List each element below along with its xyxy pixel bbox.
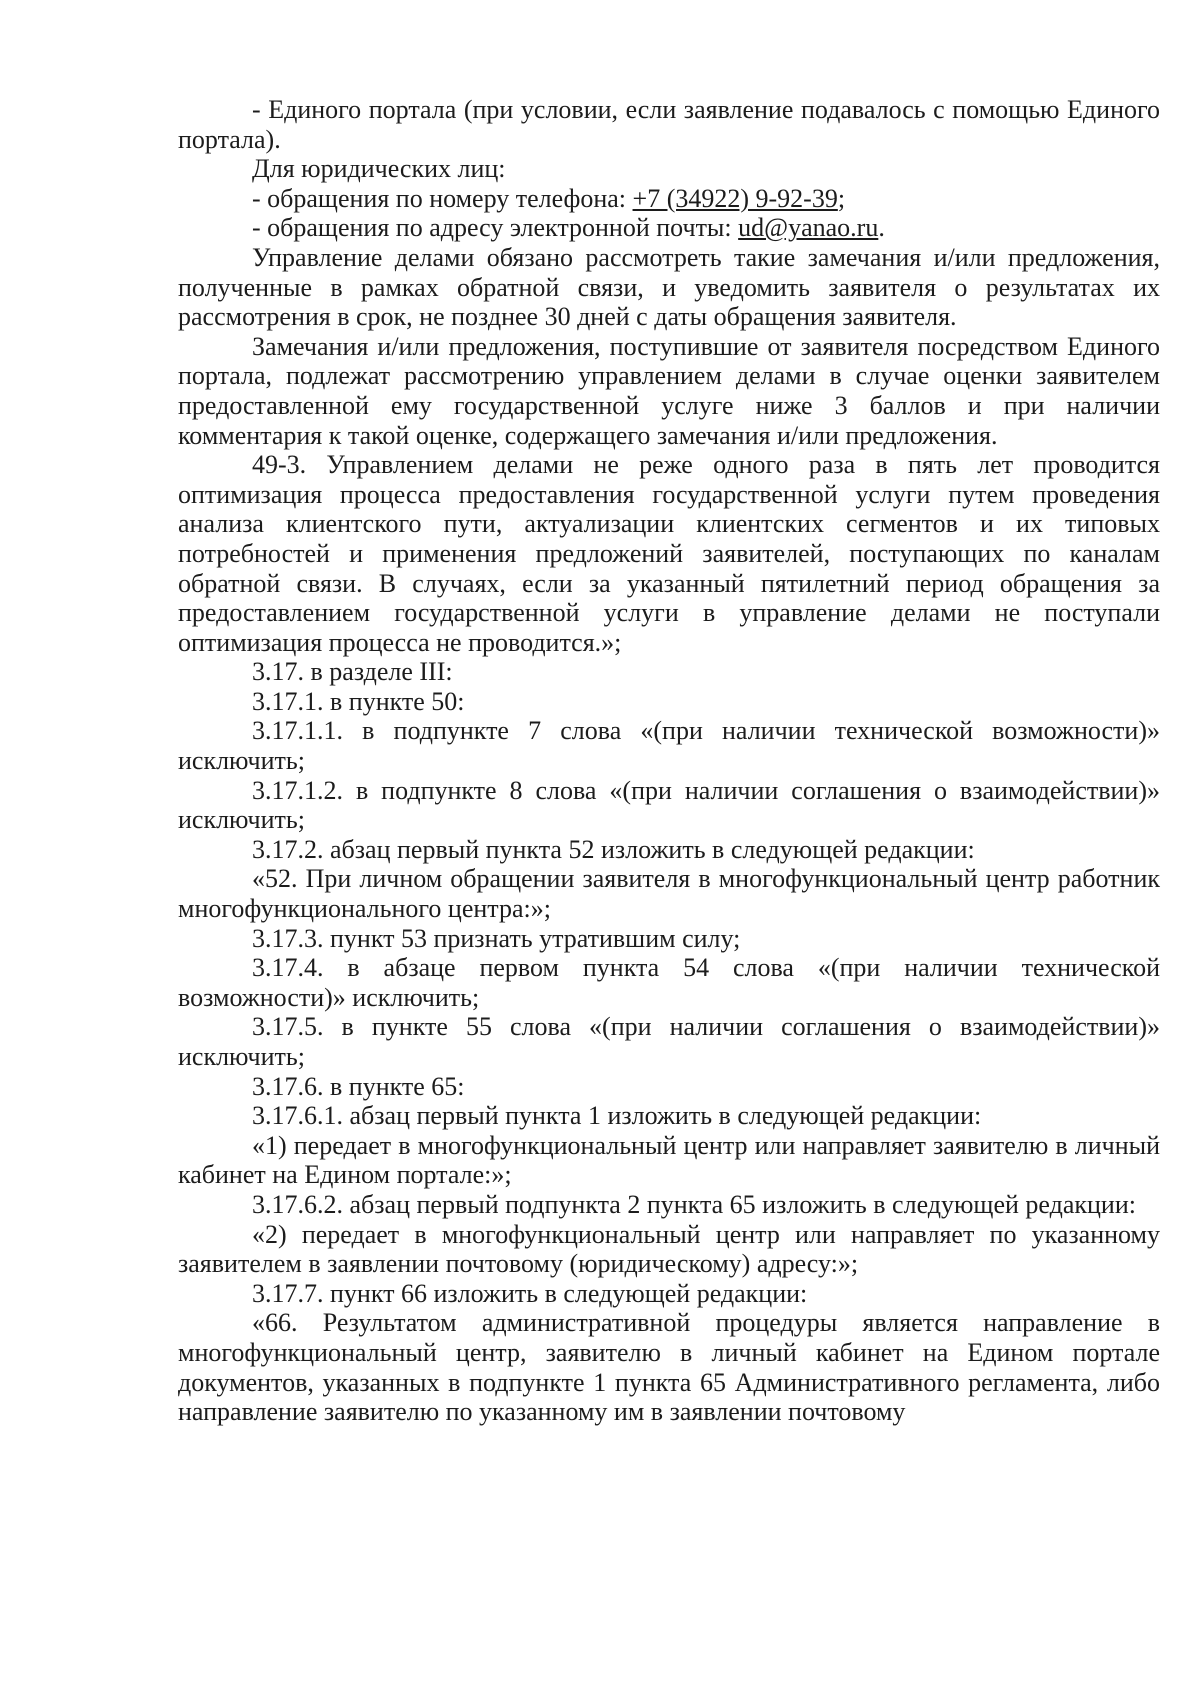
paragraph-3-17-4: 3.17.4. в абзаце первом пункта 54 слова «(при наличии технической возможности)» исключить; [178, 953, 1160, 1012]
paragraph-49-3: 49-3. Управлением делами не реже одного раза в пять лет проводится оптимизация процесса предоставления государственной услуги путем проведения анализа клиентского пути, актуализации клиентских сегментов и их типовых потребностей и применения предложений заявителей, поступающих по каналам обратной связи. В случаях, если за указанный пятилетний период обращения за предоставлением государственной услуги в управление делами не поступали оптимизация процесса не проводится.»; [178, 450, 1160, 657]
paragraph-quote-52: «52. При личном обращении заявителя в многофункциональный центр работник многофункционального центра:»; [178, 864, 1160, 924]
paragraph-portal-remarks: Замечания и/или предложения, поступившие от заявителя посредством Единого портала, подлежат рассмотрению управлением делами в случае оценки заявителем предоставленной ему государственной услуге ниже 3 баллов и при наличии комментария к такой оценке, содержащего замечания и/или предложения. [178, 331, 1160, 450]
paragraph-quote-1: «1) передает в многофункциональный центр или направляет заявителю в личный кабинет на Едином портале:»; [178, 1130, 1160, 1190]
paragraph-3-17-5: 3.17.5. в пункте 55 слова «(при наличии соглашения о взаимодействии)» исключить; [178, 1012, 1160, 1071]
paragraph-3-17-3: 3.17.3. пункт 53 признать утратившим силу; [252, 923, 741, 953]
paragraph-3-17: 3.17. в разделе III: [252, 657, 453, 687]
paragraph-3-17-7: 3.17.7. пункт 66 изложить в следующей редакции: [252, 1278, 808, 1308]
email-link[interactable]: ud@yanao.ru [738, 213, 879, 243]
paragraph-quote-2: «2) передает в многофункциональный центр или направляет по указанному заявителем в заявлении почтовому (юридическому) адресу:»; [178, 1219, 1160, 1279]
paragraph-3-17-6: 3.17.6. в пункте 65: [252, 1071, 465, 1101]
paragraph-3-17-6-2: 3.17.6.2. абзац первый подпункта 2 пункта 65 изложить в следующей редакции: [252, 1189, 1136, 1219]
paragraph-review-deadline: Управление делами обязано рассмотреть такие замечания и/или предложения, полученные в рамках обратной связи, и уведомить заявителя о результатах их рассмотрения в срок, не позднее 30 дней с даты обращения заявителя. [178, 242, 1160, 332]
paragraph-3-17-6-1: 3.17.6.1. абзац первый пункта 1 изложить в следующей редакции: [252, 1101, 982, 1131]
phone-suffix: ; [837, 183, 846, 213]
paragraph-3-17-1: 3.17.1. в пункте 50: [252, 686, 465, 716]
phone-prefix: - обращения по номеру телефона: [252, 183, 633, 213]
paragraph-phone [178, 184, 1160, 214]
paragraph-quote-66: «66. Результатом административной процедуры является направление в многофункциональный центр, заявителю в личный кабинет на Едином портале документов, указанных в подпункте 1 пункта 65 Административного регламента, либо направление заявителю по указанному им в заявлении почтовому [178, 1308, 1160, 1427]
phone-link[interactable]: +7 (34922) 9-92-39 [632, 183, 838, 213]
email-prefix: - обращения по адресу электронной почты: [252, 213, 739, 243]
document-body [178, 95, 1160, 1427]
paragraph-portal-item: - Единого портала (при условии, если заявление подавалось с помощью Единого портала). [178, 95, 1160, 154]
email-suffix: . [878, 213, 885, 243]
paragraph-3-17-2: 3.17.2. абзац первый пункта 52 изложить в следующей редакции: [252, 834, 975, 864]
paragraph-email [178, 213, 1160, 243]
paragraph-3-17-1-1: 3.17.1.1. в подпункте 7 слова «(при наличии технической возможности)» исключить; [178, 716, 1160, 776]
paragraph-3-17-1-2: 3.17.1.2. в подпункте 8 слова «(при наличии соглашения о взаимодействии)» исключить; [178, 775, 1160, 835]
paragraph-legal-entities: Для юридических лиц: [252, 154, 506, 184]
